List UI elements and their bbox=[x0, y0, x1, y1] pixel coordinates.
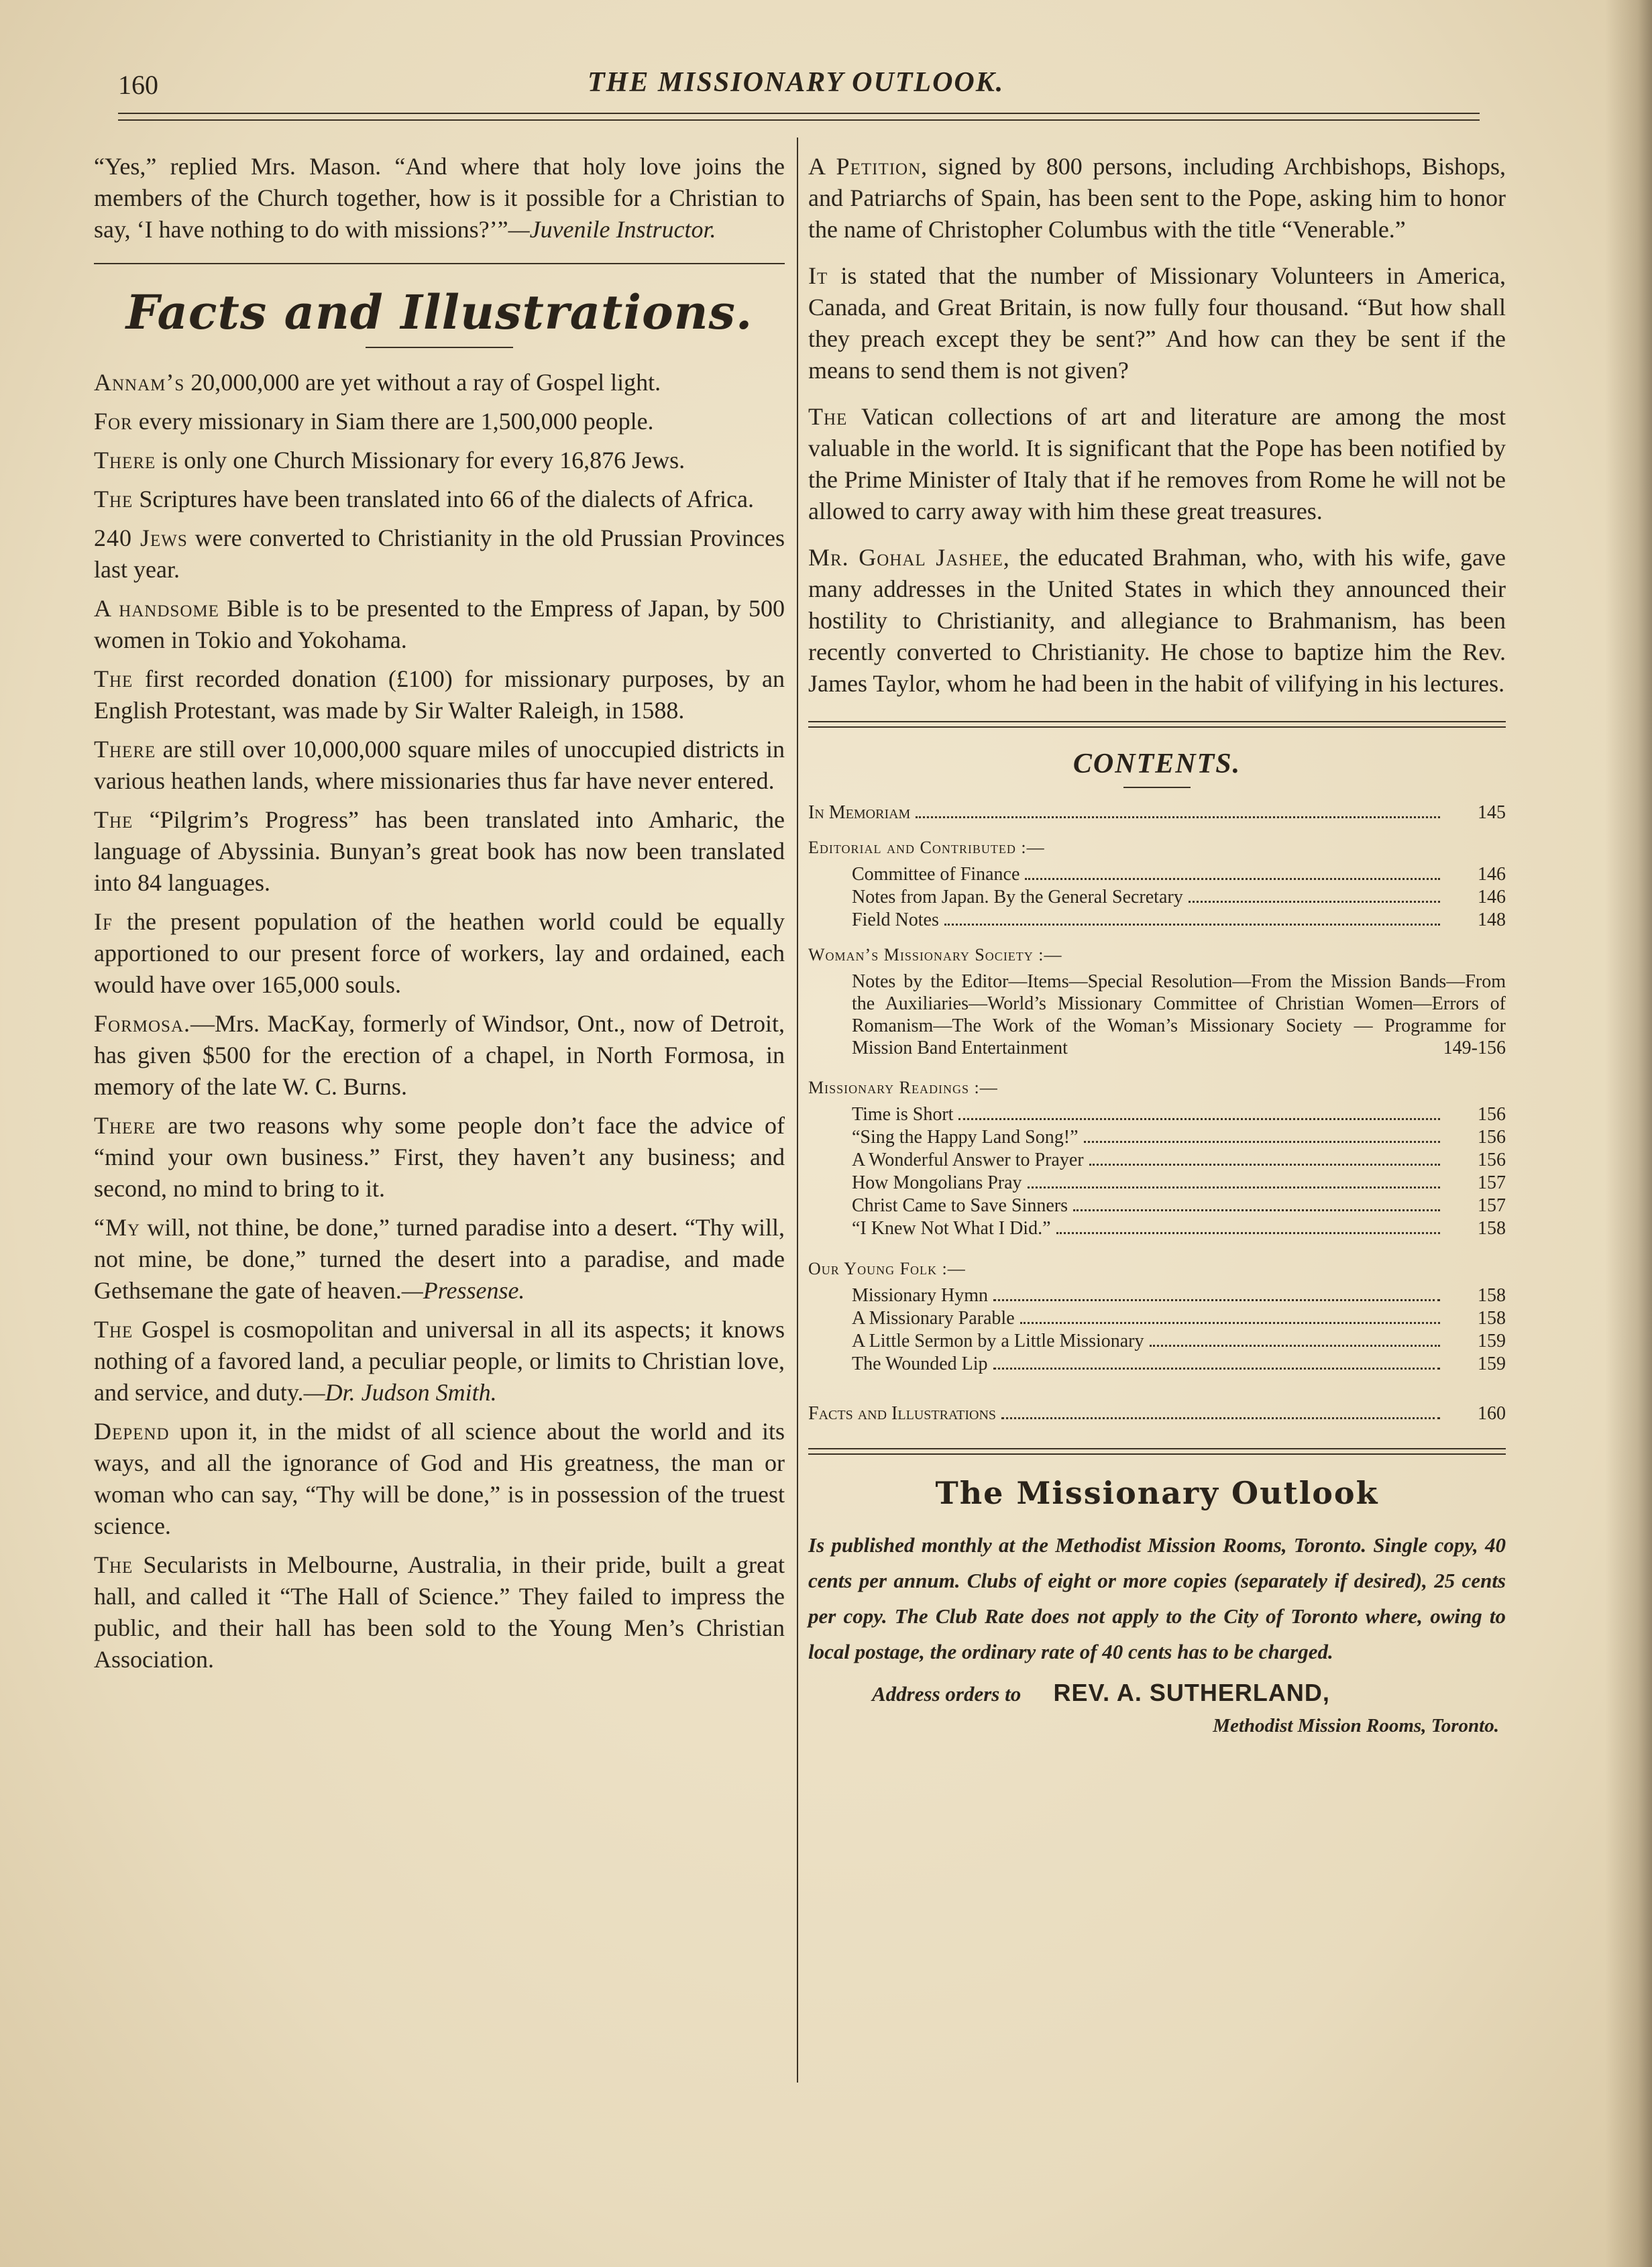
fact-item bbox=[94, 406, 785, 437]
toc-page: 146 bbox=[1478, 887, 1506, 907]
toc-label: “I Knew Not What I Did.” bbox=[852, 1218, 1051, 1239]
fact-text: Scriptures have been translated into 66 of the dialects of Africa. bbox=[133, 486, 755, 512]
fact-text: every missionary in Siam there are 1,500,000 people. bbox=[132, 408, 654, 435]
toc-entry[interactable] bbox=[808, 886, 1506, 909]
toc-label: Facts and Illustrations bbox=[808, 1403, 997, 1424]
toc-entry[interactable] bbox=[808, 1217, 1506, 1240]
header-rule-bottom bbox=[118, 119, 1480, 121]
contents-rule-top bbox=[808, 721, 1506, 722]
fact-text: is stated that the number of Missionary Volunteers in America, Canada, and Great Britain, is now fully four thousand. “But how shall they preach except they be sent?” And how can they be sent if the means to send them is not given? bbox=[808, 262, 1506, 384]
toc-label: How Mongolians Pray bbox=[852, 1172, 1022, 1193]
toc-leader bbox=[1089, 1164, 1440, 1166]
toc-leader bbox=[1056, 1232, 1440, 1234]
toc-entry[interactable] bbox=[808, 1103, 1506, 1126]
toc-page: 159 bbox=[1478, 1353, 1506, 1374]
fact-lead: Formosa. bbox=[94, 1010, 190, 1037]
toc-label: Christ Came to Save Sinners bbox=[852, 1195, 1068, 1216]
fact-lead: The bbox=[808, 403, 848, 430]
toc-leader bbox=[1073, 1209, 1440, 1211]
toc-label: In Memoriam bbox=[808, 802, 911, 823]
toc-page: 158 bbox=[1478, 1218, 1506, 1239]
intro-quote bbox=[94, 151, 785, 245]
toc-page: 156 bbox=[1478, 1104, 1506, 1125]
toc-section-heading: Editorial and Contributed :— bbox=[808, 838, 1045, 857]
fact-item bbox=[94, 804, 785, 899]
fact-item bbox=[808, 542, 1506, 700]
contents-title: CONTENTS. bbox=[1072, 749, 1242, 779]
fact-item bbox=[94, 1110, 785, 1205]
toc-label: “Sing the Happy Land Song!” bbox=[852, 1127, 1079, 1148]
toc-entry[interactable] bbox=[808, 1307, 1506, 1330]
toc-entry[interactable] bbox=[808, 1195, 1506, 1217]
toc-section-heading: Woman’s Missionary Society :— bbox=[808, 945, 1062, 964]
toc-leader bbox=[1020, 1322, 1440, 1324]
toc-entry[interactable] bbox=[808, 1172, 1506, 1195]
fact-item bbox=[94, 1416, 785, 1542]
fact-lead: A Petition, bbox=[808, 153, 928, 180]
notice-rule-bottom bbox=[808, 1453, 1506, 1455]
fact-text: were converted to Christianity in the old Prussian Provinces last year. bbox=[94, 524, 785, 583]
toc-entry[interactable] bbox=[808, 1126, 1506, 1149]
fact-lead: “My bbox=[94, 1214, 141, 1241]
toc-label: Committee of Finance bbox=[852, 864, 1020, 885]
heading-underline bbox=[366, 347, 513, 348]
fact-item bbox=[94, 593, 785, 656]
outlook-notice-body: Is published monthly at the Methodist Mission Rooms, Toronto. Single copy, 40 cents per annum. Clubs of eight or more copies (separately if desired), 25 cents per copy. The Club Rate does not apply to the City of Toronto where, owing to local postage, the ordinary rate of 40 cents has to be charged. bbox=[808, 1533, 1506, 1663]
fact-lead: Depend bbox=[94, 1418, 170, 1445]
address-line bbox=[808, 1679, 1506, 1707]
section-divider bbox=[94, 263, 785, 264]
toc-leader bbox=[1189, 901, 1440, 903]
running-title: THE MISSIONARY OUTLOOK. bbox=[588, 67, 1005, 98]
toc-label: Field Notes bbox=[852, 909, 939, 930]
toc-leader bbox=[993, 1368, 1440, 1370]
toc-leader bbox=[944, 924, 1440, 926]
toc-leader bbox=[993, 1299, 1440, 1301]
fact-item bbox=[94, 1008, 785, 1103]
toc-section-heading: Our Young Folk :— bbox=[808, 1259, 966, 1278]
fact-item bbox=[94, 734, 785, 797]
fact-text: signed by 800 persons, including Archbishops, Bishops, and Patriarchs of Spain, has been sent to the Pope, asking him to honor the name of Christopher Columbus with the title “Venerable.” bbox=[808, 153, 1506, 243]
fact-text: are two reasons why some people don’t face the advice of “mind your own business.” First, they haven’t any business; and second, no mind to bring to it. bbox=[94, 1112, 785, 1202]
fact-item bbox=[94, 1212, 785, 1307]
left-column bbox=[94, 151, 785, 1683]
toc-label: A Missionary Parable bbox=[852, 1308, 1015, 1329]
toc-page: 145 bbox=[1478, 802, 1506, 823]
toc-label: A Little Sermon by a Little Missionary bbox=[852, 1331, 1144, 1351]
fact-lead: The bbox=[94, 806, 133, 833]
fact-lead: Annam’s bbox=[94, 369, 185, 396]
fact-text: “Pilgrim’s Progress” has been translated into Amharic, the language of Abyssinia. Bunyan’s great book has now been translated into 84 languages. bbox=[94, 806, 785, 896]
fact-text: —Mrs. MacKay, formerly of Windsor, Ont., now of Detroit, has given $500 for the erection of a chapel, in North Formosa, in memory of the late W. C. Burns. bbox=[94, 1010, 785, 1100]
fact-item bbox=[94, 445, 785, 476]
header-rule-top bbox=[118, 113, 1480, 114]
toc-page: 157 bbox=[1478, 1195, 1506, 1216]
fact-text: are still over 10,000,000 square miles of unoccupied districts in various heathen lands, where missionaries thus far have never entered. bbox=[94, 736, 785, 794]
contents-rule-bottom bbox=[808, 726, 1506, 728]
fact-lead: There bbox=[94, 736, 156, 763]
intro-quote-text: “Yes,” replied Mrs. Mason. “And where that holy love joins the members of the Church together, how is it possible for a Christian to say, ‘I have nothing to do with missions?’” bbox=[94, 153, 785, 243]
column-divider bbox=[797, 137, 798, 2083]
fact-lead: The bbox=[94, 1316, 133, 1343]
fact-text: upon it, in the midst of all science about the world and its ways, and all the ignorance of God and His greatness, the man or woman who can say, “Thy will be done,” is in possession of the truest science. bbox=[94, 1418, 785, 1539]
toc-leader bbox=[916, 816, 1440, 818]
toc-entry[interactable] bbox=[808, 1402, 1506, 1425]
toc-page: 149-156 bbox=[1443, 1038, 1506, 1058]
toc-leader bbox=[1001, 1417, 1440, 1419]
toc-leader bbox=[1150, 1345, 1440, 1347]
toc-page: 158 bbox=[1478, 1308, 1506, 1329]
fact-lead: The bbox=[94, 1551, 133, 1578]
toc-entry[interactable] bbox=[808, 909, 1506, 932]
toc-leader bbox=[1028, 1186, 1440, 1188]
toc-page: 160 bbox=[1478, 1403, 1506, 1424]
toc-entry[interactable] bbox=[808, 971, 1506, 1059]
toc-label: A Wonderful Answer to Prayer bbox=[852, 1150, 1084, 1170]
section-heading: Facts and Illustrations. bbox=[125, 284, 753, 340]
toc-section-heading: Missionary Readings :— bbox=[808, 1078, 998, 1097]
fact-item bbox=[94, 1549, 785, 1675]
fact-item bbox=[808, 151, 1506, 245]
fact-lead: 240 Jews bbox=[94, 524, 188, 551]
fact-item bbox=[94, 367, 785, 398]
toc-entry[interactable] bbox=[808, 863, 1506, 886]
toc-page: 148 bbox=[1478, 909, 1506, 930]
fact-text: Vatican collections of art and literature are among the most valuable in the world. It is significant that the Pope has been notified by the Prime Minister of Italy that if he removes from Rome he will not be allowed to carry away with him these great treasures. bbox=[808, 403, 1506, 524]
fact-text: Bible is to be presented to the Empress of Japan, by 500 women in Tokio and Yokohama. bbox=[94, 595, 785, 653]
toc-page: 157 bbox=[1478, 1172, 1506, 1193]
right-column bbox=[808, 151, 1506, 1737]
toc-page: 156 bbox=[1478, 1127, 1506, 1148]
outlook-title: The Missionary Outlook bbox=[935, 1475, 1379, 1511]
fact-lead: There bbox=[94, 1112, 156, 1139]
toc-leader bbox=[1084, 1141, 1441, 1143]
fact-item bbox=[94, 663, 785, 726]
address-label: Address orders to bbox=[872, 1682, 1022, 1706]
fact-lead: A handsome bbox=[94, 595, 219, 622]
fact-text: 20,000,000 are yet without a ray of Gospel light. bbox=[184, 369, 661, 396]
address-place: Methodist Mission Rooms, Toronto. bbox=[1213, 1715, 1499, 1736]
toc-label: Time is Short bbox=[852, 1104, 954, 1125]
fact-source: —Dr. Judson Smith. bbox=[303, 1379, 497, 1406]
fact-text: the educated Brahman, who, with his wife, gave many addresses in the United States in which they announced their hostility to Christianity, and allegiance to Brahmanism, has been recently converted to Christianity. He chose to baptize him the Rev. James Taylor, whom he had been in the habit of vilifying in his lectures. bbox=[808, 544, 1506, 697]
toc-leader bbox=[958, 1118, 1440, 1120]
fact-text: first recorded donation (£100) for missionary purposes, by an English Protestant, was made by Sir Walter Raleigh, in 1588. bbox=[94, 665, 785, 724]
fact-text: is only one Church Missionary for every 16,876 Jews. bbox=[156, 447, 685, 474]
toc-page: 159 bbox=[1478, 1331, 1506, 1351]
toc-entry[interactable] bbox=[808, 1330, 1506, 1353]
toc-note-text: Notes by the Editor—Items—Special Resolution—From the Mission Bands—From the Auxiliaries—World’s Missionary Committee of Christian Women—Errors of Romanism—The Work of the Woman’s Missionary Society — Programme for Mission Band Entertainment bbox=[852, 971, 1506, 1058]
toc-leader bbox=[1025, 878, 1440, 880]
toc-label: Notes from Japan. By the General Secretary bbox=[852, 887, 1183, 907]
fact-item bbox=[94, 906, 785, 1001]
toc-entry[interactable] bbox=[808, 1353, 1506, 1376]
fact-lead: If bbox=[94, 908, 113, 935]
fact-item bbox=[94, 484, 785, 515]
fact-text: Gospel is cosmopolitan and universal in all its aspects; it knows nothing of a favored land, a peculiar people, or limits to Christian love, and service, and duty. bbox=[94, 1316, 785, 1406]
fact-lead: There bbox=[94, 447, 156, 474]
page-number: 160 bbox=[118, 70, 158, 100]
fact-lead: It bbox=[808, 262, 828, 289]
fact-text: Secularists in Melbourne, Australia, in their pride, built a great hall, and called it “The Hall of Science.” They failed to impress the public, and their hall has been sold to the Young Men’s Christian Association. bbox=[94, 1551, 785, 1673]
fact-item bbox=[94, 522, 785, 586]
toc-entry[interactable] bbox=[808, 1149, 1506, 1172]
fact-item bbox=[94, 1314, 785, 1408]
toc-label: Missionary Hymn bbox=[852, 1285, 988, 1306]
fact-item bbox=[808, 401, 1506, 527]
address-name: REV. A. SUTHERLAND, bbox=[1053, 1679, 1330, 1706]
toc-page: 156 bbox=[1478, 1150, 1506, 1170]
fact-lead: For bbox=[94, 408, 133, 435]
fact-source: —Pressense. bbox=[401, 1277, 525, 1304]
toc-entry[interactable] bbox=[808, 1284, 1506, 1307]
fact-lead: The bbox=[94, 665, 133, 692]
fact-text: will, not thine, be done,” turned paradise into a desert. “Thy will, not mine, be done,” turned the desert into a paradise, and made Gethsemane the gate of heaven. bbox=[94, 1214, 785, 1304]
fact-lead: Mr. Gohal Jashee, bbox=[808, 544, 1010, 571]
toc-entry[interactable] bbox=[808, 801, 1506, 824]
fact-text: the present population of the heathen world could be equally apportioned to our present force of workers, lay and ordained, each would have over 165,000 souls. bbox=[94, 908, 785, 998]
binding-shadow bbox=[1605, 0, 1652, 2267]
fact-item bbox=[808, 260, 1506, 386]
intro-quote-source: —Juvenile Instructor. bbox=[508, 216, 716, 243]
toc-page: 146 bbox=[1478, 864, 1506, 885]
page-header bbox=[118, 64, 1486, 111]
toc-page: 158 bbox=[1478, 1285, 1506, 1306]
toc-label: The Wounded Lip bbox=[852, 1353, 988, 1374]
fact-lead: The bbox=[94, 486, 133, 512]
notice-rule-top bbox=[808, 1448, 1506, 1449]
contents-underline bbox=[1123, 787, 1191, 788]
